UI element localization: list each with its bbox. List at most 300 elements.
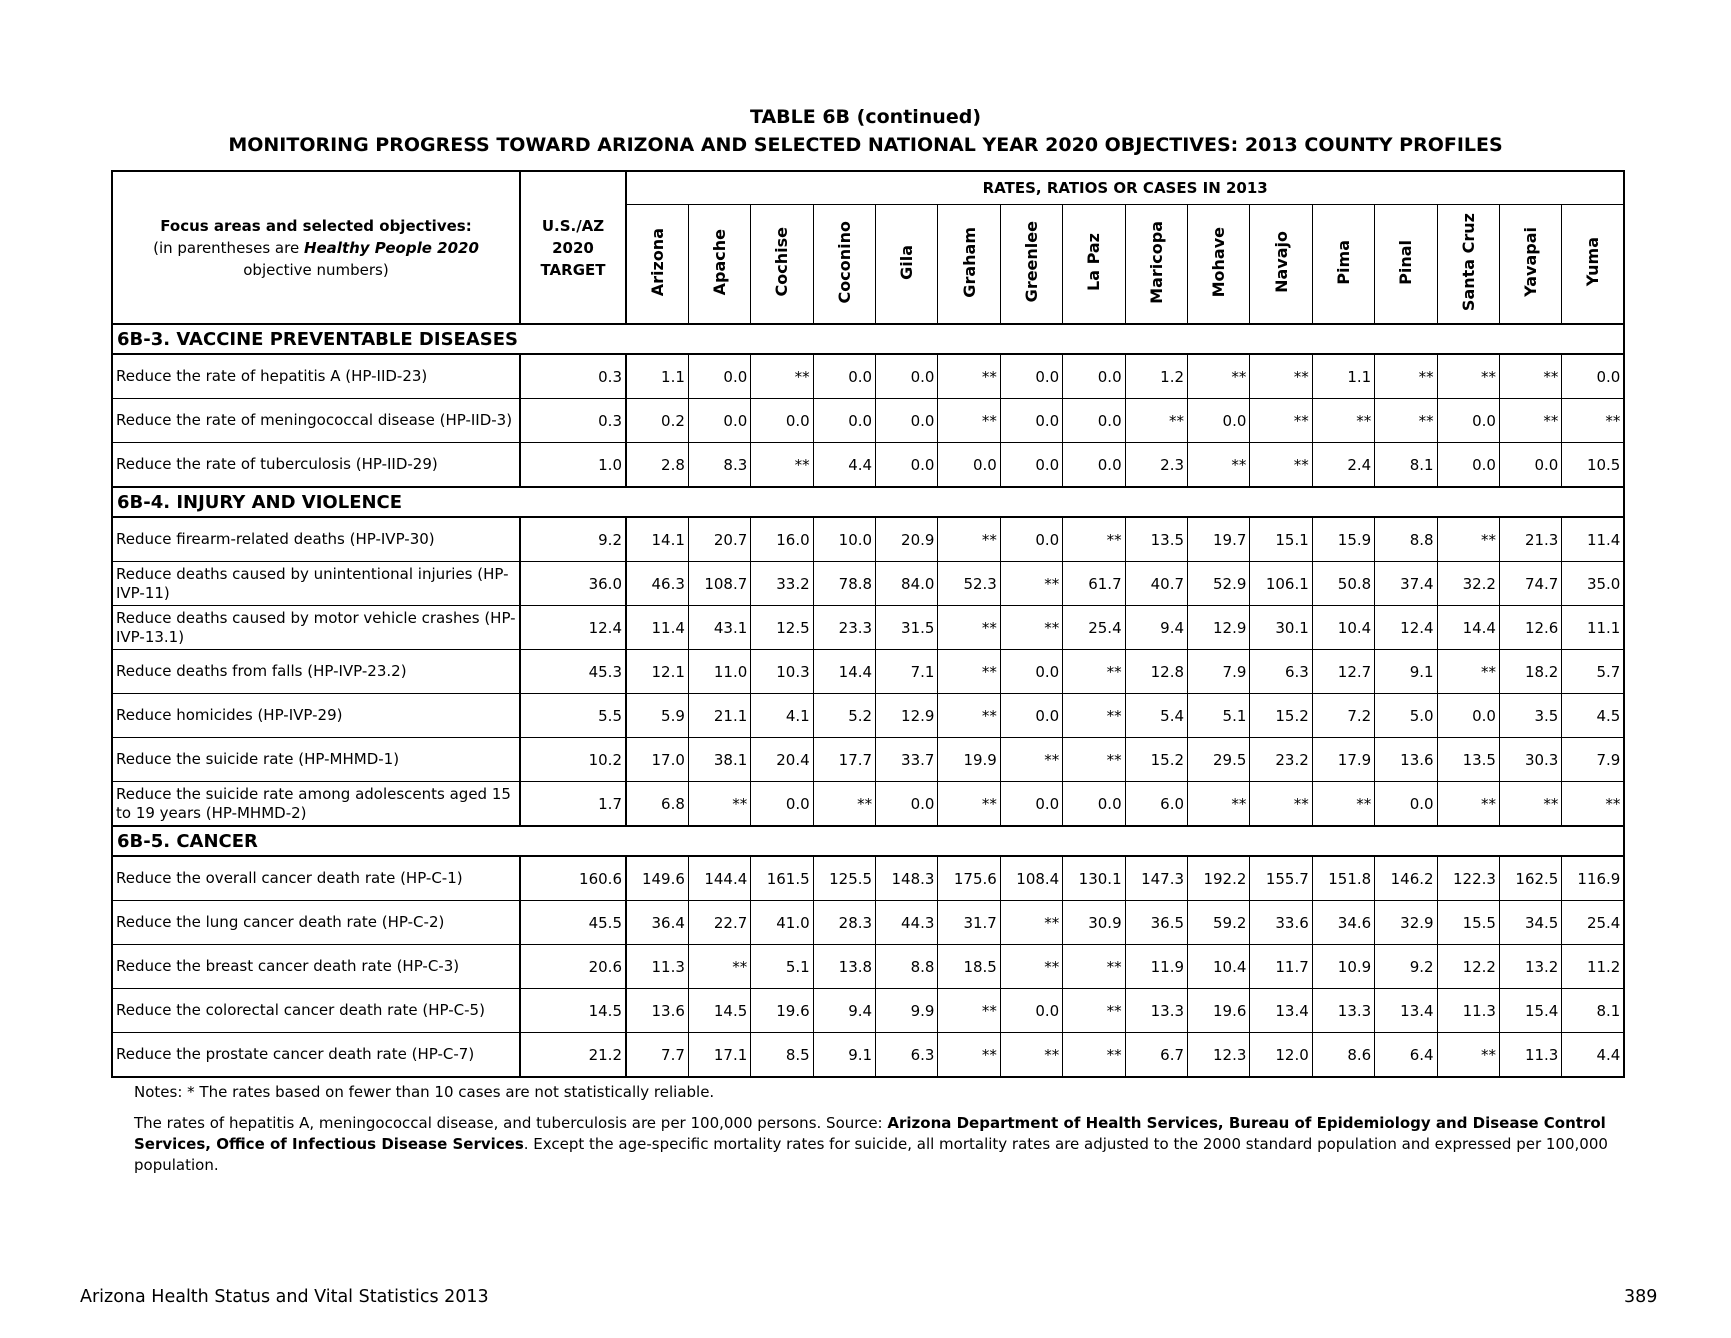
county-value: 6.8 — [626, 782, 688, 827]
county-value: ** — [1562, 399, 1625, 443]
county-value: 37.4 — [1375, 562, 1437, 606]
county-value: 0.0 — [1188, 399, 1250, 443]
county-value: ** — [1063, 738, 1125, 782]
focus-header-em: Healthy People 2020 — [303, 238, 479, 257]
county-value: ** — [938, 606, 1000, 650]
county-value: 8.1 — [1375, 443, 1437, 488]
county-value: 13.3 — [1125, 989, 1187, 1033]
table-title: TABLE 6B (continued) — [749, 106, 982, 128]
county-value: 6.3 — [1250, 650, 1312, 694]
target-value: 5.5 — [520, 694, 626, 738]
county-value: 9.4 — [1125, 606, 1187, 650]
county-value: 18.2 — [1499, 650, 1561, 694]
county-header-label: Graham — [959, 226, 979, 298]
county-value: ** — [1125, 399, 1187, 443]
county-value: 0.0 — [813, 399, 875, 443]
table-row — [112, 694, 1624, 738]
target-header-line3: TARGET — [540, 260, 606, 279]
county-value: 34.6 — [1312, 901, 1374, 945]
county-value: 22.7 — [688, 901, 750, 945]
county-value: 15.1 — [1250, 517, 1312, 562]
county-value: 46.3 — [626, 562, 688, 606]
county-value: 0.0 — [1063, 399, 1125, 443]
county-value: 8.8 — [876, 945, 938, 989]
county-value: 13.8 — [813, 945, 875, 989]
county-value: 0.0 — [1437, 443, 1499, 488]
county-value: 0.0 — [876, 443, 938, 488]
county-header-label: Pinal — [1396, 239, 1416, 285]
county-value: ** — [1437, 1033, 1499, 1078]
county-value: ** — [1437, 354, 1499, 399]
target-value: 10.2 — [520, 738, 626, 782]
county-value: 151.8 — [1312, 856, 1374, 901]
county-value: 15.2 — [1250, 694, 1312, 738]
county-value: 11.2 — [1562, 945, 1625, 989]
county-value: 0.0 — [1499, 443, 1561, 488]
county-value: 144.4 — [688, 856, 750, 901]
county-value: 25.4 — [1562, 901, 1625, 945]
county-header — [876, 205, 938, 325]
county-value: ** — [938, 1033, 1000, 1078]
county-value: ** — [1188, 782, 1250, 827]
county-header-label: Santa Cruz — [1458, 212, 1478, 312]
county-header — [688, 205, 750, 325]
county-value: 10.9 — [1312, 945, 1374, 989]
county-header-label: Maricopa — [1146, 220, 1166, 304]
county-value: 162.5 — [1499, 856, 1561, 901]
table-subtitle: MONITORING PROGRESS TOWARD ARIZONA AND SELECTED NATIONAL YEAR 2020 OBJECTIVES: 2013 COUNTY PROFILES — [228, 134, 1503, 156]
county-value: 11.4 — [1562, 517, 1625, 562]
focus-header-bold: Focus areas and selected objectives: — [160, 216, 472, 235]
county-value: 0.0 — [1000, 989, 1062, 1033]
county-value: 7.2 — [1312, 694, 1374, 738]
table-row — [112, 945, 1624, 989]
county-value: 52.9 — [1188, 562, 1250, 606]
county-value: 19.6 — [1188, 989, 1250, 1033]
section-title: 6B-5. CANCER — [112, 826, 1624, 856]
county-value: 8.8 — [1375, 517, 1437, 562]
county-value: 15.4 — [1499, 989, 1561, 1033]
county-value: 8.3 — [688, 443, 750, 488]
county-value: 15.5 — [1437, 901, 1499, 945]
county-value: ** — [1375, 354, 1437, 399]
county-value: 9.1 — [1375, 650, 1437, 694]
target-value: 14.5 — [520, 989, 626, 1033]
section-row — [112, 487, 1624, 517]
county-value: 25.4 — [1063, 606, 1125, 650]
county-value: 5.4 — [1125, 694, 1187, 738]
county-value: 11.7 — [1250, 945, 1312, 989]
county-value: 12.0 — [1250, 1033, 1312, 1078]
county-value: 12.7 — [1312, 650, 1374, 694]
county-value: 0.0 — [1562, 354, 1625, 399]
county-header — [813, 205, 875, 325]
county-value: 11.0 — [688, 650, 750, 694]
objective-label: Reduce the overall cancer death rate (HP-C-1) — [112, 856, 520, 901]
focus-areas-header — [112, 171, 520, 324]
county-value: 31.5 — [876, 606, 938, 650]
county-value: 13.6 — [626, 989, 688, 1033]
county-value: 146.2 — [1375, 856, 1437, 901]
county-value: ** — [1000, 945, 1062, 989]
county-value: 1.2 — [1125, 354, 1187, 399]
county-header-label: Mohave — [1209, 226, 1229, 298]
county-value: 0.0 — [1000, 399, 1062, 443]
county-value: 0.0 — [1000, 650, 1062, 694]
county-value: 78.8 — [813, 562, 875, 606]
county-value: ** — [938, 782, 1000, 827]
county-value: 0.0 — [876, 354, 938, 399]
table-row — [112, 399, 1624, 443]
county-value: 108.7 — [688, 562, 750, 606]
objective-label: Reduce the lung cancer death rate (HP-C-2) — [112, 901, 520, 945]
county-value: 29.5 — [1188, 738, 1250, 782]
county-value: 12.5 — [751, 606, 813, 650]
objective-label: Reduce the colorectal cancer death rate (HP-C-5) — [112, 989, 520, 1033]
county-value: 9.9 — [876, 989, 938, 1033]
county-value: 0.0 — [751, 399, 813, 443]
county-value: 0.0 — [876, 399, 938, 443]
county-header-label: Greenlee — [1022, 221, 1042, 303]
county-value: 1.1 — [1312, 354, 1374, 399]
county-value: 0.0 — [751, 782, 813, 827]
objective-label: Reduce the rate of meningococcal disease (HP-IID-3) — [112, 399, 520, 443]
county-header — [1499, 205, 1561, 325]
county-value: ** — [1437, 782, 1499, 827]
county-value: 125.5 — [813, 856, 875, 901]
table-row — [112, 989, 1624, 1033]
county-value: 13.5 — [1437, 738, 1499, 782]
county-value: 122.3 — [1437, 856, 1499, 901]
county-value: 0.0 — [1437, 694, 1499, 738]
county-value: 6.0 — [1125, 782, 1187, 827]
county-value: 108.4 — [1000, 856, 1062, 901]
objective-label: Reduce deaths caused by motor vehicle crashes (HP-IVP-13.1) — [112, 606, 520, 650]
county-value: 30.1 — [1250, 606, 1312, 650]
county-value: 21.1 — [688, 694, 750, 738]
county-value: 0.0 — [813, 354, 875, 399]
target-value: 1.0 — [520, 443, 626, 488]
county-value: ** — [1000, 901, 1062, 945]
county-value: 17.1 — [688, 1033, 750, 1078]
county-value: ** — [1063, 517, 1125, 562]
county-value: ** — [813, 782, 875, 827]
table-row — [112, 517, 1624, 562]
county-value: 23.3 — [813, 606, 875, 650]
target-value: 21.2 — [520, 1033, 626, 1078]
county-value: 12.2 — [1437, 945, 1499, 989]
objective-label: Reduce the rate of tuberculosis (HP-IID-29) — [112, 443, 520, 488]
county-header-label: Yavapai — [1521, 227, 1541, 297]
county-value: 15.2 — [1125, 738, 1187, 782]
county-value: 192.2 — [1188, 856, 1250, 901]
objective-label: Reduce deaths caused by unintentional injuries (HP-IVP-11) — [112, 562, 520, 606]
county-value: ** — [1250, 782, 1312, 827]
county-value: 147.3 — [1125, 856, 1187, 901]
county-header-label: Cochise — [772, 227, 792, 297]
target-value: 12.4 — [520, 606, 626, 650]
county-value: 4.5 — [1562, 694, 1625, 738]
county-value: ** — [938, 650, 1000, 694]
county-value: ** — [1000, 738, 1062, 782]
county-header — [1375, 205, 1437, 325]
county-value: 3.5 — [1499, 694, 1561, 738]
county-value: ** — [1312, 782, 1374, 827]
county-value: 15.9 — [1312, 517, 1374, 562]
objective-label: Reduce the suicide rate (HP-MHMD-1) — [112, 738, 520, 782]
county-header — [626, 205, 688, 325]
county-value: 13.5 — [1125, 517, 1187, 562]
county-value: 13.4 — [1250, 989, 1312, 1033]
section-title: 6B-3. VACCINE PREVENTABLE DISEASES — [112, 324, 1624, 354]
county-value: 40.7 — [1125, 562, 1187, 606]
objective-label: Reduce the rate of hepatitis A (HP-IID-23) — [112, 354, 520, 399]
county-header — [1437, 205, 1499, 325]
county-value: 9.4 — [813, 989, 875, 1033]
county-value: 6.7 — [1125, 1033, 1187, 1078]
county-value: 6.3 — [876, 1033, 938, 1078]
county-value: 2.4 — [1312, 443, 1374, 488]
county-value: 11.3 — [1437, 989, 1499, 1033]
footer-publication: Arizona Health Status and Vital Statistics 2013 — [80, 1287, 489, 1307]
county-value: 12.8 — [1125, 650, 1187, 694]
county-value: ** — [688, 945, 750, 989]
notes-reliability: Notes: * The rates based on fewer than 10 cases are not statistically reliable. — [134, 1083, 715, 1101]
county-value: 38.1 — [688, 738, 750, 782]
county-value: 0.0 — [1063, 354, 1125, 399]
county-value: 9.2 — [1375, 945, 1437, 989]
county-value: ** — [1063, 1033, 1125, 1078]
target-value: 0.3 — [520, 354, 626, 399]
county-header — [1000, 205, 1062, 325]
county-value: 2.8 — [626, 443, 688, 488]
county-value: 0.0 — [938, 443, 1000, 488]
county-value: 0.0 — [1063, 782, 1125, 827]
county-value: 16.0 — [751, 517, 813, 562]
county-value: 8.6 — [1312, 1033, 1374, 1078]
table-row — [112, 562, 1624, 606]
focus-header-pre: (in parentheses are — [153, 238, 304, 257]
county-value: ** — [1000, 606, 1062, 650]
county-value: 5.2 — [813, 694, 875, 738]
county-value: 32.2 — [1437, 562, 1499, 606]
county-value: 43.1 — [688, 606, 750, 650]
county-value: 7.7 — [626, 1033, 688, 1078]
table-row — [112, 1033, 1624, 1078]
county-value: ** — [1499, 354, 1561, 399]
target-value: 1.7 — [520, 782, 626, 827]
county-value: 10.5 — [1562, 443, 1625, 488]
county-value: 32.9 — [1375, 901, 1437, 945]
page-number: 389 — [1624, 1287, 1658, 1307]
county-value: ** — [938, 989, 1000, 1033]
county-value: 13.2 — [1499, 945, 1561, 989]
county-header — [938, 205, 1000, 325]
table-row — [112, 606, 1624, 650]
county-value: 12.4 — [1375, 606, 1437, 650]
target-value: 160.6 — [520, 856, 626, 901]
county-value: ** — [1063, 650, 1125, 694]
objective-label: Reduce firearm-related deaths (HP-IVP-30) — [112, 517, 520, 562]
county-value: 84.0 — [876, 562, 938, 606]
county-value: 31.7 — [938, 901, 1000, 945]
county-value: 14.1 — [626, 517, 688, 562]
notes-source — [134, 1113, 1624, 1176]
county-value: ** — [751, 354, 813, 399]
county-value: 19.7 — [1188, 517, 1250, 562]
target-value: 20.6 — [520, 945, 626, 989]
county-value: 23.2 — [1250, 738, 1312, 782]
county-value: 5.0 — [1375, 694, 1437, 738]
county-value: 14.5 — [688, 989, 750, 1033]
county-header — [1063, 205, 1125, 325]
county-header-label: Yuma — [1583, 237, 1603, 287]
county-value: 10.3 — [751, 650, 813, 694]
table-row — [112, 782, 1624, 827]
county-value: ** — [1000, 1033, 1062, 1078]
county-header — [1250, 205, 1312, 325]
county-value: 52.3 — [938, 562, 1000, 606]
county-value: ** — [1250, 399, 1312, 443]
target-value: 9.2 — [520, 517, 626, 562]
target-header — [520, 171, 626, 324]
county-value: 33.2 — [751, 562, 813, 606]
county-value: 5.1 — [1188, 694, 1250, 738]
target-value: 36.0 — [520, 562, 626, 606]
county-header-label: Navajo — [1271, 231, 1291, 293]
county-value: 17.0 — [626, 738, 688, 782]
county-value: 0.0 — [1000, 782, 1062, 827]
county-value: 5.9 — [626, 694, 688, 738]
county-value: ** — [1437, 650, 1499, 694]
county-value: ** — [751, 443, 813, 488]
objective-label: Reduce the suicide rate among adolescents aged 15 to 19 years (HP-MHMD-2) — [112, 782, 520, 827]
section-row — [112, 826, 1624, 856]
county-value: 12.1 — [626, 650, 688, 694]
county-value: 4.4 — [813, 443, 875, 488]
objective-label: Reduce homicides (HP-IVP-29) — [112, 694, 520, 738]
county-value: ** — [688, 782, 750, 827]
focus-header-line3: objective numbers) — [243, 260, 389, 279]
county-value: 0.0 — [688, 399, 750, 443]
county-header-label: Arizona — [647, 227, 667, 297]
county-value: 149.6 — [626, 856, 688, 901]
county-value: 11.9 — [1125, 945, 1187, 989]
county-value: ** — [938, 354, 1000, 399]
county-value: 30.9 — [1063, 901, 1125, 945]
county-value: 10.4 — [1188, 945, 1250, 989]
county-value: 21.3 — [1499, 517, 1561, 562]
county-value: 14.4 — [1437, 606, 1499, 650]
county-value: 9.1 — [813, 1033, 875, 1078]
county-value: 116.9 — [1562, 856, 1625, 901]
county-value: 19.9 — [938, 738, 1000, 782]
section-title: 6B-4. INJURY AND VIOLENCE — [112, 487, 1624, 517]
county-value: 175.6 — [938, 856, 1000, 901]
county-value: 17.9 — [1312, 738, 1374, 782]
county-value: 11.3 — [626, 945, 688, 989]
county-value: 34.5 — [1499, 901, 1561, 945]
county-header-label: Coconino — [834, 220, 854, 304]
county-value: 5.1 — [751, 945, 813, 989]
county-value: 10.4 — [1312, 606, 1374, 650]
table-row — [112, 738, 1624, 782]
county-value: 20.7 — [688, 517, 750, 562]
county-value: 8.5 — [751, 1033, 813, 1078]
rates-header: RATES, RATIOS OR CASES IN 2013 — [626, 171, 1624, 205]
county-header-label: Apache — [710, 228, 730, 296]
county-value: 0.2 — [626, 399, 688, 443]
table-row — [112, 354, 1624, 399]
county-value: ** — [1063, 694, 1125, 738]
county-value: 7.1 — [876, 650, 938, 694]
county-value: 17.7 — [813, 738, 875, 782]
county-value: 0.0 — [1000, 443, 1062, 488]
county-value: 33.7 — [876, 738, 938, 782]
table-body — [112, 324, 1624, 1077]
county-value: ** — [1250, 354, 1312, 399]
county-value: 18.5 — [938, 945, 1000, 989]
table-row — [112, 650, 1624, 694]
target-header-line2: 2020 — [552, 238, 594, 257]
county-header — [1562, 205, 1625, 325]
county-value: 1.1 — [626, 354, 688, 399]
table-row — [112, 443, 1624, 488]
table-row — [112, 901, 1624, 945]
county-value: ** — [1375, 399, 1437, 443]
county-value: 33.6 — [1250, 901, 1312, 945]
county-value: 20.4 — [751, 738, 813, 782]
objectives-table — [111, 170, 1625, 1078]
county-value: ** — [938, 694, 1000, 738]
county-value: 28.3 — [813, 901, 875, 945]
county-value: 7.9 — [1188, 650, 1250, 694]
county-value: 50.8 — [1312, 562, 1374, 606]
county-value: ** — [1188, 354, 1250, 399]
objective-label: Reduce the breast cancer death rate (HP-C-3) — [112, 945, 520, 989]
county-header — [1125, 205, 1187, 325]
county-value: 155.7 — [1250, 856, 1312, 901]
notes-source-bold: Arizona Department of Health Services, Bureau of Epidemiology and Disease Control Services, Office of Infectious Disease Services — [134, 1114, 1606, 1153]
county-value: 0.0 — [1375, 782, 1437, 827]
county-value: 0.0 — [1000, 694, 1062, 738]
county-value: 61.7 — [1063, 562, 1125, 606]
county-value: ** — [1188, 443, 1250, 488]
county-value: 13.4 — [1375, 989, 1437, 1033]
county-value: 35.0 — [1562, 562, 1625, 606]
county-value: ** — [1250, 443, 1312, 488]
county-value: 59.2 — [1188, 901, 1250, 945]
objective-label: Reduce the prostate cancer death rate (HP-C-7) — [112, 1033, 520, 1078]
county-value: 6.4 — [1375, 1033, 1437, 1078]
county-value: 44.3 — [876, 901, 938, 945]
county-header-label: La Paz — [1084, 233, 1104, 291]
county-value: 36.4 — [626, 901, 688, 945]
county-value: 4.4 — [1562, 1033, 1625, 1078]
notes-source-pre: The rates of hepatitis A, meningococcal disease, and tuberculosis are per 100,000 persons. Source: — [134, 1114, 888, 1132]
county-value: 5.7 — [1562, 650, 1625, 694]
county-value: ** — [1063, 989, 1125, 1033]
county-value: 0.0 — [876, 782, 938, 827]
county-value: 74.7 — [1499, 562, 1561, 606]
county-value: 13.6 — [1375, 738, 1437, 782]
county-value: 0.0 — [1437, 399, 1499, 443]
county-value: 0.0 — [1000, 517, 1062, 562]
county-value: 30.3 — [1499, 738, 1561, 782]
county-value: 0.0 — [1000, 354, 1062, 399]
county-value: ** — [938, 517, 1000, 562]
county-value: 13.3 — [1312, 989, 1374, 1033]
